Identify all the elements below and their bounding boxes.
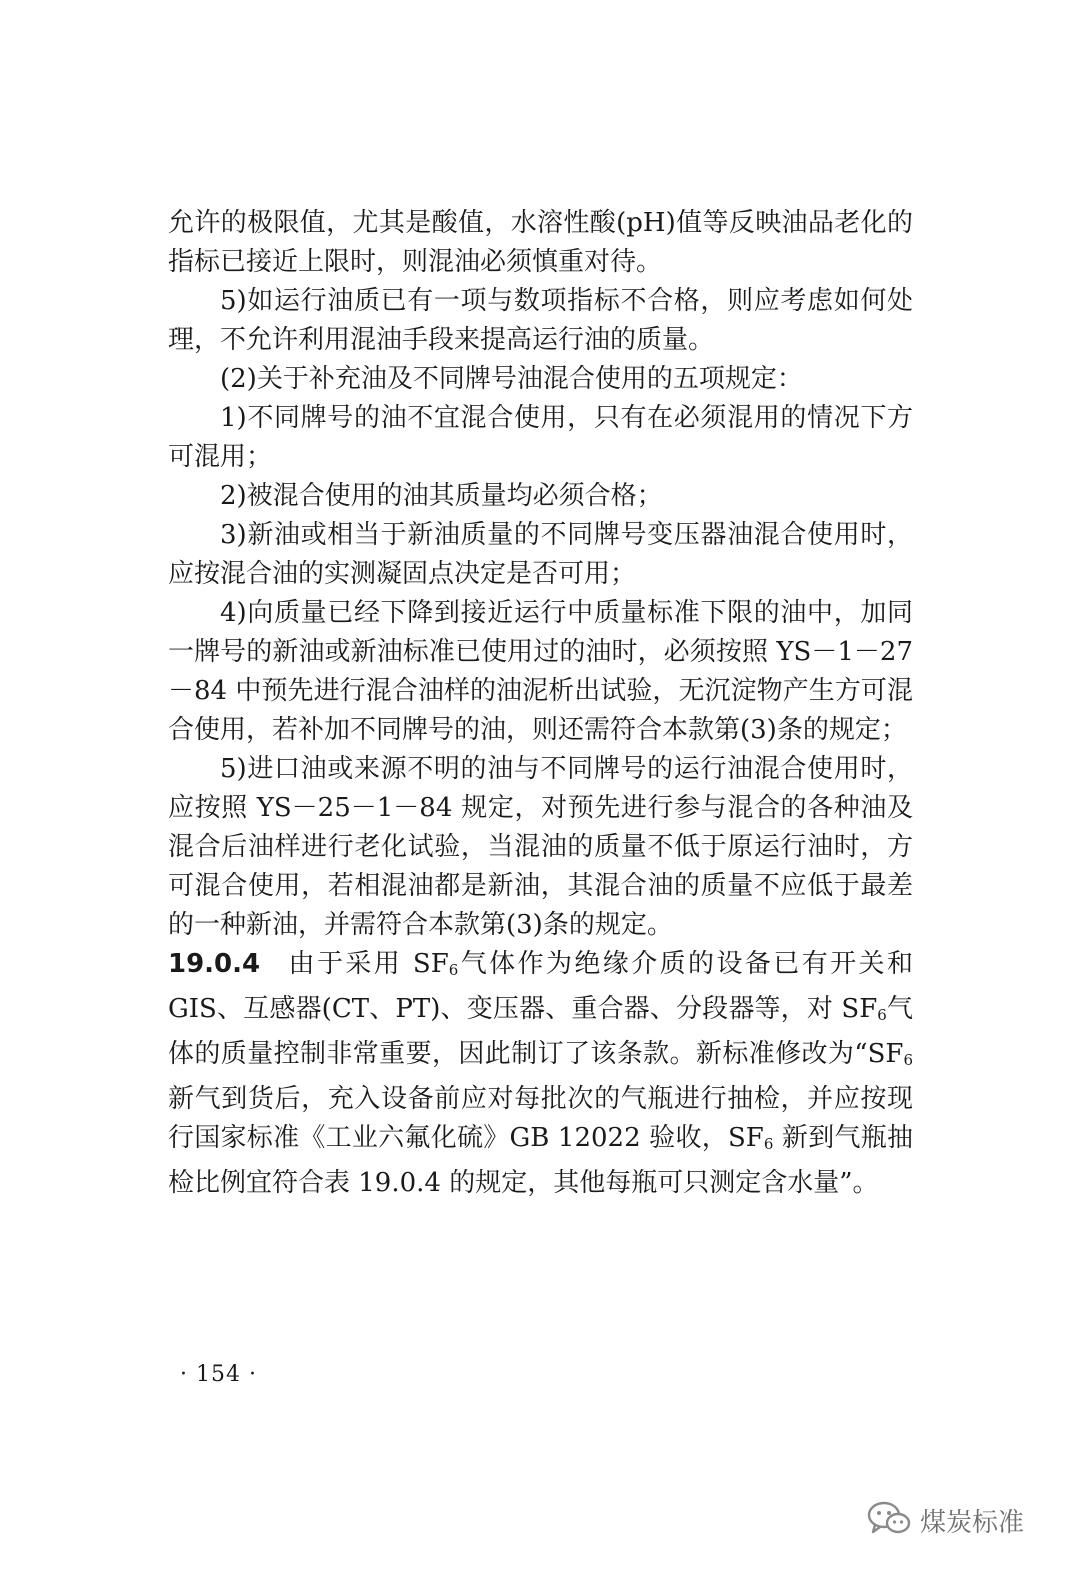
clause-text: 由于采用 SF <box>286 949 449 979</box>
wechat-icon <box>866 1500 912 1540</box>
clause-text: 气体的质量控制非常重要，因此制订了该条款。新标准修改为“SF <box>168 994 913 1069</box>
paragraph: 5)如运行油质已有一项与数项指标不合格，则应考虑如何处理，不允许利用混油手段来提高运行油的质量。 <box>168 286 913 355</box>
paragraph: 3)新油或相当于新油质量的不同牌号变压器油混合使用时，应按混合油的实测凝固点决定是否可用； <box>168 520 913 589</box>
paragraph: 1)不同牌号的油不宜混合使用，只有在必须混用的情况下方可混用； <box>168 403 913 472</box>
watermark <box>866 1500 1024 1540</box>
page-number: · 154 · <box>180 1362 257 1387</box>
subscript: 6 <box>763 1135 774 1153</box>
subscript: 6 <box>903 1051 913 1069</box>
clause-text: 气体作为绝缘介质的设备已有开关和GIS、互感器(CT、PT)、变压器、重合器、分段器等，对 SF <box>168 949 913 1024</box>
paragraph: 5)进口油或来源不明的油与不同牌号的运行油混合使用时，应按照 YS－25－1－84 规定，对预先进行参与混合的各种油及混合后油样进行老化试验，当混油的质量不低于原运行油时，方可混合使用，若相混油都是新油，其混合油的质量不应低于最差的一种新油，并需符合本款第(3)条的规定。 <box>168 754 913 940</box>
paragraph: (2)关于补充油及不同牌号油混合使用的五项规定： <box>220 364 803 394</box>
paragraph: 允许的极限值，尤其是酸值，水溶性酸(pH)值等反映油品老化的指标已接近上限时，则混油必须慎重对待。 <box>168 208 913 277</box>
paragraph: 4)向质量已经下降到接近运行中质量标准下限的油中，加同一牌号的新油或新油标准已使用过的油时，必须按照 YS－1－27－84 中预先进行混合油样的油泥析出试验，无沉淀物产生方可混合使用，若补加不同牌号的油，则还需符合本款第(3)条的规定； <box>168 598 913 745</box>
clause-text: 新到气瓶抽检比例宜符合表 19.0.4 的规定，其他每瓶可只测定含水量”。 <box>168 1123 914 1198</box>
subscript: 6 <box>448 961 459 979</box>
subscript: 6 <box>877 1006 887 1024</box>
body-text <box>168 204 913 1203</box>
clause-paragraph <box>168 945 913 1203</box>
clause-number: 19.0.4 <box>168 949 261 979</box>
paragraph: 2)被混合使用的油其质量均必须合格； <box>220 481 663 511</box>
clause-text: 新气到货后，充入设备前应对每批次的气瓶进行抽检，并应按现行国家标准《工业六氟化硫》GB 12022 验收，SF <box>168 1084 913 1153</box>
watermark-text: 煤炭标准 <box>920 1507 1025 1538</box>
